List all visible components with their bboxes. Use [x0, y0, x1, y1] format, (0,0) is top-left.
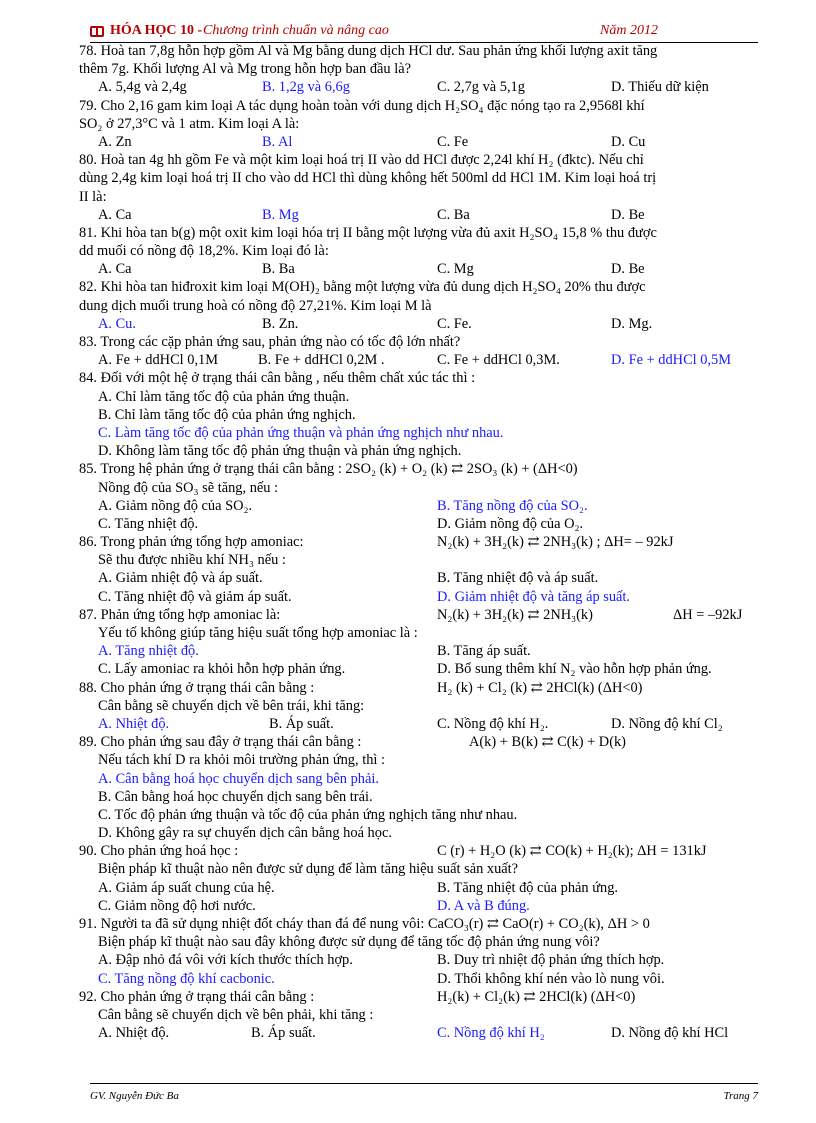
q85-stem: 85. Trong hệ phản ứng ở trạng thái cân bằng : 2SO₂ (k) + O₂ (k) ⇄ 2SO₃ (k) + (ΔH<0) [79, 461, 578, 478]
q92-option-c: C. Nồng độ khí H₂ [437, 1025, 545, 1042]
q90-option-a: A. Giảm áp suất chung của hệ. [98, 879, 275, 896]
q87-stem: 87. Phản ứng tổng hợp amoniac là: [79, 606, 281, 623]
q78-option-c: C. 2,7g và 5,1g [437, 79, 525, 96]
q92-option-b: B. Áp suất. [251, 1025, 316, 1042]
q86-options-cd [79, 588, 759, 606]
q84-option-a: A. Chỉ làm tăng tốc độ của phản ứng thuận. [98, 388, 350, 405]
q80-option-d: D. Be [611, 206, 645, 223]
q91-stem-cont: Biện pháp kĩ thuật nào sau đây không được sử dụng để tăng tốc độ phản ứng nung vôi? [98, 934, 600, 951]
q85-option-d: D. Giảm nồng độ của O₂. [437, 515, 584, 532]
q85-option-c: C. Tăng nhiệt độ. [98, 515, 199, 532]
q86-stem: 86. Trong phản ứng tổng hợp amoniac: [79, 534, 304, 551]
q88-option-b: B. Áp suất. [269, 715, 334, 732]
q90-stem-cont: Biện pháp kĩ thuật nào nên được sử dụng để làm tăng hiệu suất sản xuất? [98, 861, 519, 878]
q78-option-b: B. 1,2g và 6,6g [262, 79, 350, 96]
header-year: Năm 2012 [600, 23, 658, 38]
q78-stem: 78. Hoà tan 7,8g hỗn hợp gồm Al và Mg bằng dung dịch HCl dư. Sau phản ứng khối lượng axit tăng [79, 43, 658, 59]
q82-option-a: A. Cu. [98, 315, 136, 332]
q87-options-cd [79, 660, 759, 678]
q92-stem-cont: Cân bằng sẽ chuyển dịch về bên phải, khi tăng : [98, 1006, 374, 1023]
q86-equation: N₂(k) + 3H₂(k) ⇄ 2NH₃(k) ; ΔH= – 92kJ [437, 534, 674, 551]
q80-stem: 80. Hoà tan 4g hh gồm Fe và một kim loại hoá trị II vào dd HCl được 2,24l khí H₂ (đktc). Nếu chỉ [79, 152, 644, 169]
q92-equation: H₂(k) + Cl₂(k) ⇄ 2HCl(k) (ΔH<0) [437, 988, 636, 1005]
q83-option-a: A. Fe + ddHCl 0,1M [98, 352, 219, 369]
q84-option-c: C. Làm tăng tốc độ của phản ứng thuận và phản ứng nghịch như nhau. [98, 424, 504, 441]
q84-stem: 84. Đối với một hệ ở trạng thái cân bằng , nếu thêm chất xúc tác thì : [79, 370, 476, 387]
q88-option-a: A. Nhiệt độ. [98, 715, 170, 732]
q86-option-b: B. Tăng nhiệt độ và áp suất. [437, 570, 599, 587]
q80-stem-end: II là: [79, 188, 107, 205]
q92-stem: 92. Cho phản ứng ở trạng thái cân bằng : [79, 988, 315, 1005]
q91-option-b: B. Duy trì nhiệt độ phản ứng thích hợp. [437, 952, 665, 969]
q85-options-cd [79, 515, 759, 533]
q88-equation: H₂ (k) + Cl₂ (k) ⇄ 2HCl(k) (ΔH<0) [437, 679, 643, 696]
q79-option-d: D. Cu [611, 133, 646, 150]
q80-option-a: A. Ca [98, 206, 132, 223]
q88-options [79, 715, 759, 733]
q89-equation: A(k) + B(k) ⇄ C(k) + D(k) [469, 734, 626, 751]
q81-options [79, 260, 759, 278]
q79-option-a: A. Zn [98, 133, 132, 150]
q81-option-d: D. Be [611, 261, 645, 278]
q80-options [79, 206, 759, 224]
q88-stem: 88. Cho phản ứng ở trạng thái cân bằng : [79, 679, 315, 696]
page-header [90, 23, 758, 43]
q83-option-b: B. Fe + ddHCl 0,2M . [258, 352, 385, 369]
q86-stem-cont: Sẽ thu được nhiều khí NH₃ nếu : [98, 552, 286, 569]
q87-enthalpy: ΔH = –92kJ [673, 606, 743, 623]
q87-stem-row [79, 606, 759, 624]
q82-options [79, 315, 759, 333]
q87-equation: N₂(k) + 3H₂(k) ⇄ 2NH₃(k) [437, 606, 593, 623]
q87-options-ab [79, 642, 759, 660]
book-icon [90, 26, 104, 37]
q91-stem: 91. Người ta đã sử dụng nhiệt đốt cháy than đá để nung vôi: CaCO₃(r) ⇄ CaO(r) + CO₂(k), ΔH > 0 [79, 916, 650, 932]
q89-option-c: C. Tốc độ phản ứng thuận và tốc độ của phản ứng nghịch tăng như nhau. [98, 806, 518, 823]
q79-option-c: C. Fe [437, 133, 469, 150]
q88-option-d: D. Nồng độ khí Cl₂ [611, 715, 723, 732]
header-title: HÓA HỌC 10 - [110, 23, 203, 38]
q92-stem-row [79, 988, 759, 1006]
q86-options-ab [79, 569, 759, 587]
q82-option-b: B. Zn. [262, 315, 299, 332]
q78-options [79, 78, 759, 96]
q86-option-d: D. Giảm nhiệt độ và tăng áp suất. [437, 588, 631, 605]
q87-option-a: A. Tăng nhiệt độ. [98, 643, 199, 660]
q89-option-b: B. Cân bằng hoá học chuyển dịch sang bên trái. [98, 788, 373, 805]
q87-option-b: B. Tăng áp suất. [437, 643, 531, 660]
q90-option-d: D. A và B đúng. [437, 897, 530, 914]
q90-stem-row [79, 842, 759, 860]
q87-option-c: C. Lấy amoniac ra khỏi hỗn hợp phản ứng. [98, 661, 346, 678]
q90-stem: 90. Cho phản ứng hoá học : [79, 843, 239, 860]
q86-stem-row [79, 533, 759, 551]
q78-stem-cont: thêm 7g. Khối lượng Al và Mg trong hỗn hợp ban đầu là? [79, 61, 411, 78]
q90-option-b: B. Tăng nhiệt độ của phản ứng. [437, 879, 618, 896]
q91-option-d: D. Thổi không khí nén vào lò nung vôi. [437, 970, 665, 987]
q81-option-b: B. Ba [262, 261, 295, 278]
q90-option-c: C. Giảm nồng độ hơi nước. [98, 897, 256, 914]
q86-option-c: C. Tăng nhiệt độ và giảm áp suất. [98, 588, 292, 605]
question-list [79, 42, 759, 1042]
q85-stem-cont: Nồng độ của SO₃ sẽ tăng, nếu : [98, 479, 279, 496]
q79-stem: 79. Cho 2,16 gam kim loại A tác dụng hoàn toàn với dung dịch H₂SO₄ đặc nóng tạo ra 2,9568l khí [79, 97, 645, 114]
q85-option-b: B. Tăng nồng độ của SO₂. [437, 497, 588, 514]
q85-options-ab [79, 497, 759, 515]
q84-option-d: D. Không làm tăng tốc độ phản ứng thuận và phản ứng nghịch. [98, 443, 462, 460]
q79-option-b: B. Al [262, 133, 293, 150]
q91-options-ab [79, 951, 759, 969]
q90-equation: C (r) + H₂O (k) ⇄ CO(k) + H₂(k); ΔH = 131kJ [437, 843, 707, 860]
header-subtitle: Chương trình chuẩn và nâng cao [203, 23, 389, 38]
q83-options [79, 351, 759, 369]
q92-options [79, 1024, 759, 1042]
q82-option-c: C. Fe. [437, 315, 472, 332]
q85-option-a: A. Giảm nồng độ của SO₂. [98, 497, 253, 514]
q88-stem-cont: Cân bằng sẽ chuyển dịch về bên trái, khi tăng: [98, 697, 365, 714]
q91-option-a: A. Đập nhỏ đá vôi với kích thước thích hợp. [98, 952, 353, 969]
page-footer [90, 1083, 758, 1103]
q83-option-c: C. Fe + ddHCl 0,3M. [437, 352, 560, 369]
q83-option-d: D. Fe + ddHCl 0,5M [611, 352, 732, 369]
q89-stem-cont: Nếu tách khí D ra khỏi môi trường phản ứng, thì : [98, 752, 385, 769]
q82-stem: 82. Khi hòa tan hiđroxit kim loại M(OH)₂ bằng một lượng vừa đủ dung dịch H₂SO₄ 20% thu được [79, 279, 646, 296]
q83-stem: 83. Trong các cặp phản ứng sau, phản ứng nào có tốc độ lớn nhất? [79, 334, 461, 350]
q78-option-a: A. 5,4g và 2,4g [98, 79, 187, 96]
q87-stem-cont: Yếu tố không giúp tăng hiệu suất tổng hợp amoniac là : [98, 625, 418, 641]
q89-stem: 89. Cho phản ứng sau đây ở trạng thái cân bằng : [79, 734, 362, 751]
q79-stem-cont: SO₂ ở 27,3°C và 1 atm. Kim loại A là: [79, 115, 300, 132]
q87-option-d: D. Bổ sung thêm khí N₂ vào hỗn hợp phản ứng. [437, 661, 712, 678]
q81-option-c: C. Mg [437, 261, 474, 278]
footer-page-number: Trang 7 [723, 1090, 758, 1102]
q91-option-c: C. Tăng nồng độ khí cacbonic. [98, 970, 275, 987]
q89-option-d: D. Không gây ra sự chuyển dịch cân bằng hoá học. [98, 825, 392, 842]
footer-author: GV. Nguyễn Đức Ba [90, 1090, 179, 1102]
q81-stem: 81. Khi hòa tan b(g) một oxit kim loại hóa trị II bằng một lượng vừa đủ axit H₂SO₄ 15,8 % thu được [79, 224, 657, 241]
q80-option-b: B. Mg [262, 206, 299, 223]
q81-option-a: A. Ca [98, 261, 132, 278]
q89-stem-row [79, 733, 759, 751]
q88-stem-row [79, 679, 759, 697]
q88-option-c: C. Nồng độ khí H₂. [437, 715, 549, 732]
q80-stem-cont: dùng 2,4g kim loại hoá trị II cho vào dd HCl thì dùng không hết 500ml dd HCl 1M. Kim loại hoá trị [79, 170, 657, 187]
q90-options-ab [79, 879, 759, 897]
q81-stem-cont: dd muối có nồng độ 18,2%. Kim loại đó là: [79, 243, 329, 260]
q84-option-b: B. Chỉ làm tăng tốc độ của phản ứng nghịch. [98, 406, 356, 423]
q91-options-cd [79, 970, 759, 988]
q80-option-c: C. Ba [437, 206, 470, 223]
q78-option-d: D. Thiếu dữ kiện [611, 79, 709, 96]
q90-options-cd [79, 897, 759, 915]
q89-option-a: A. Cân bằng hoá học chuyển dịch sang bên phải. [98, 770, 379, 787]
q92-option-d: D. Nồng độ khí HCl [611, 1025, 729, 1042]
q82-stem-cont: dung dịch muối trung hoà có nồng độ 27,21%. Kim loại M là [79, 297, 432, 314]
q86-option-a: A. Giảm nhiệt độ và áp suất. [98, 570, 263, 587]
q79-options [79, 133, 759, 151]
q82-option-d: D. Mg. [611, 315, 653, 332]
q92-option-a: A. Nhiệt độ. [98, 1025, 170, 1042]
